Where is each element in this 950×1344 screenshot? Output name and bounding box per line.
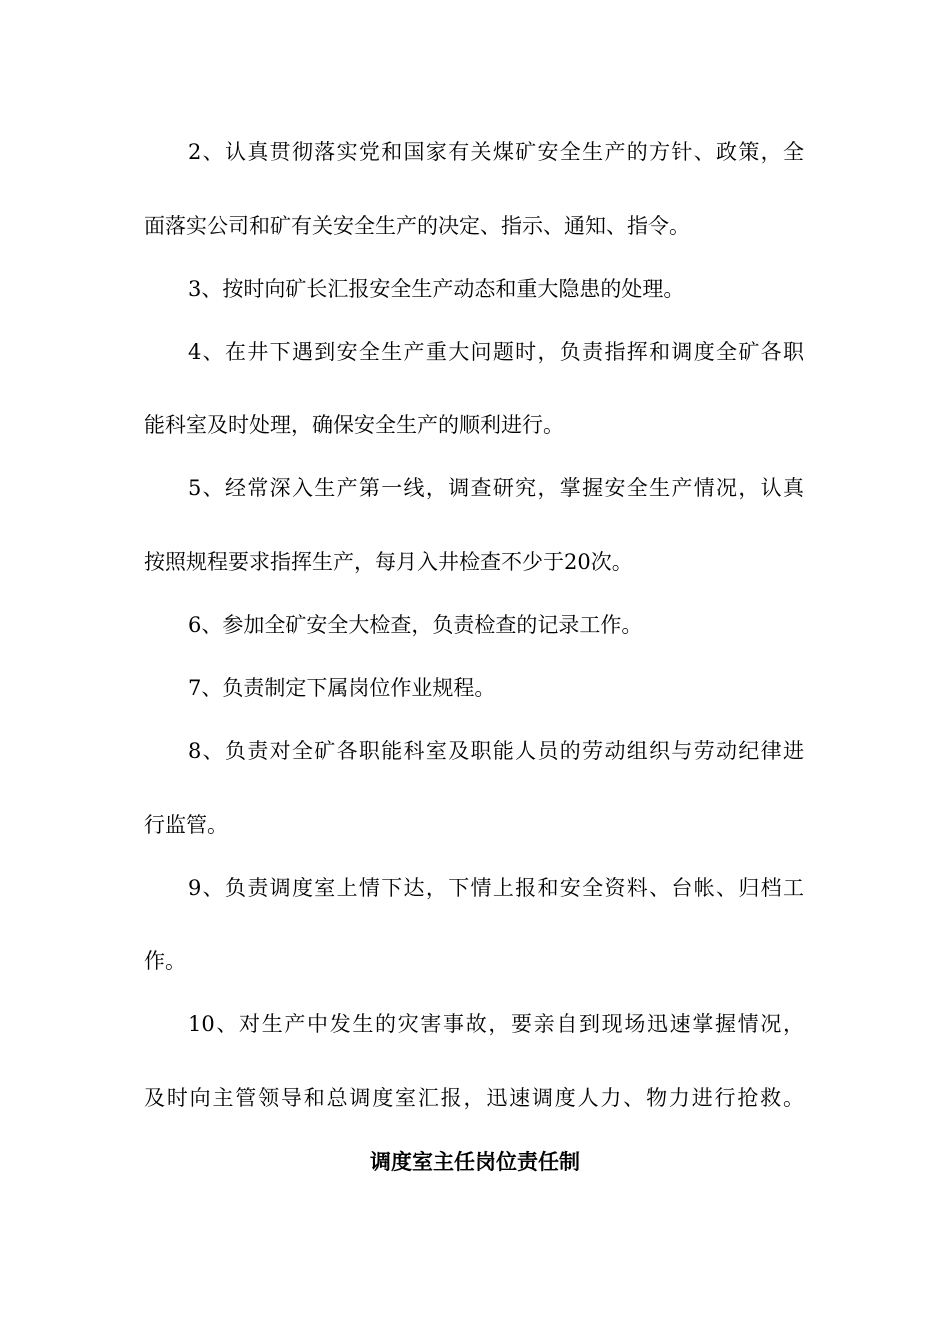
paragraph-6-line-1: 6、参加全矿安全大检查，负责检查的记录工作。 [188,613,643,637]
paragraph-9-line-2: 作。 [144,949,186,973]
paragraph-9-line-1: 9、负责调度室上情下达，下情上报和安全资料、台帐、归档工 [188,876,804,900]
paragraph-5-line-2: 按照规程要求指挥生产，每月入井检查不少于20次。 [144,550,633,574]
section-title: 调度室主任岗位责任制 [370,1149,580,1174]
paragraph-8-line-1: 8、负责对全矿各职能科室及职能人员的劳动组织与劳动纪律进 [188,739,804,763]
paragraph-4-line-1: 4、在井下遇到安全生产重大问题时，负责指挥和调度全矿各职 [188,340,804,364]
paragraph-2-line-2: 面落实公司和矿有关安全生产的决定、指示、通知、指令。 [144,214,690,238]
paragraph-2-line-1: 2、认真贯彻落实党和国家有关煤矿安全生产的方针、政策，全 [188,140,804,164]
paragraph-8-line-2: 行监管。 [144,813,228,837]
paragraph-10-line-1: 10、对生产中发生的灾害事故，要亲自到现场迅速掌握情况， [188,1012,804,1036]
paragraph-10-line-2: 及时向主管领导和总调度室汇报，迅速调度人力、物力进行抢救。 [144,1086,804,1110]
paragraph-3-line-1: 3、按时向矿长汇报安全生产动态和重大隐患的处理。 [188,277,685,301]
paragraph-7-line-1: 7、负责制定下属岗位作业规程。 [188,676,496,700]
paragraph-4-line-2: 能科室及时处理，确保安全生产的顺利进行。 [144,413,564,437]
paragraph-5-line-1: 5、经常深入生产第一线，调查研究，掌握安全生产情况，认真 [188,476,804,500]
